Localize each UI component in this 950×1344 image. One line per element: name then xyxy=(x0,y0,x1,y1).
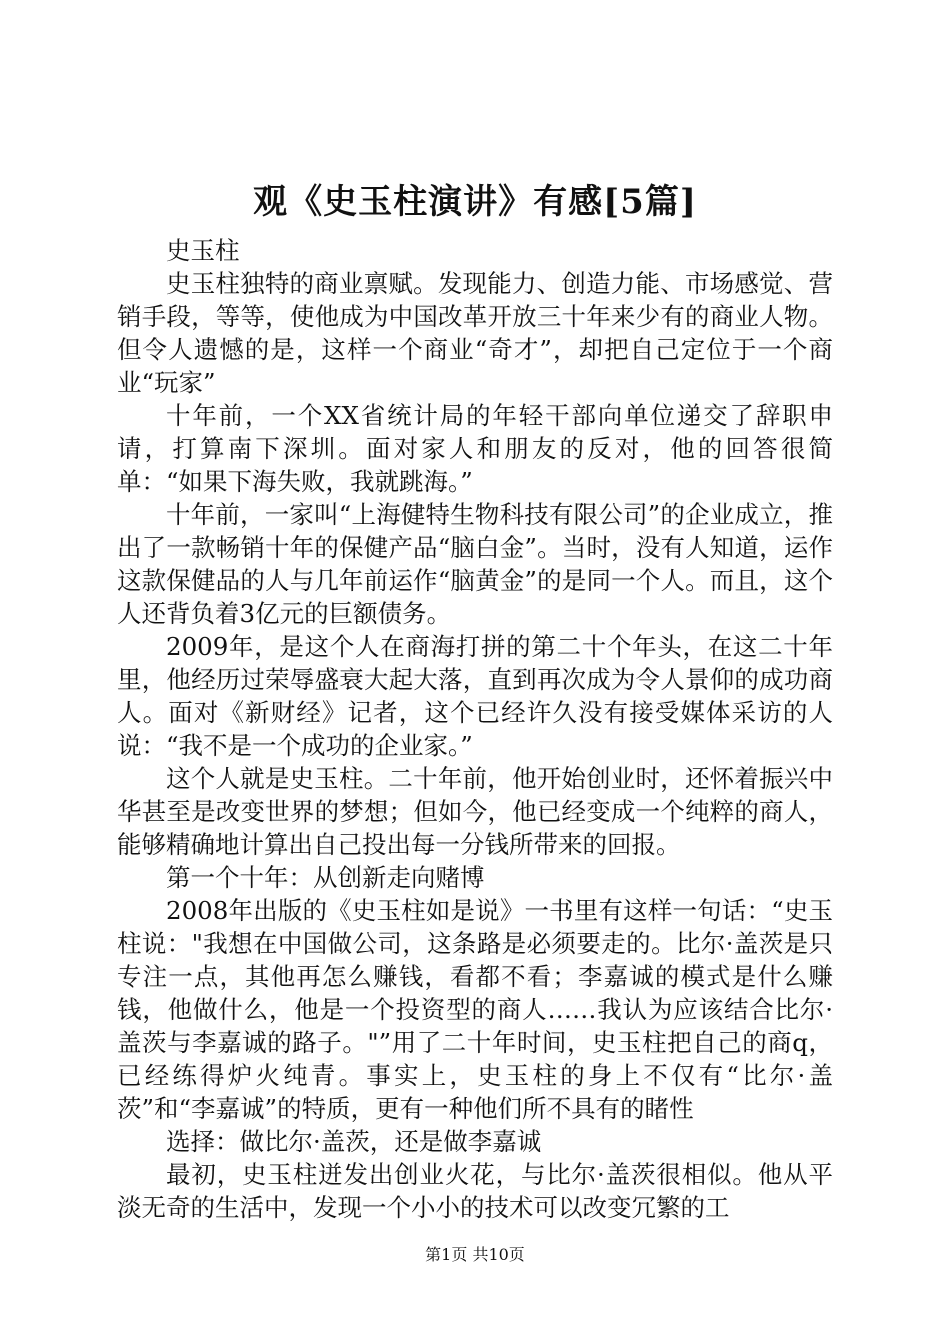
paragraph: 最初，史玉柱迸发出创业火花，与比尔·盖茨很相似。他从平淡无奇的生活中，发现一个小小的技术可以改变冗繁的工 xyxy=(117,1160,833,1222)
section-heading: 选择：做比尔·盖茨，还是做李嘉诚 xyxy=(166,1127,542,1156)
paragraph: 2009年，是这个人在商海打拼的第二十个年头，在这二十年里，他经历过荣辱盛衰大起大落，直到再次成为令人景仰的成功商人。面对《新财经》记者，这个已经许久没有接受媒体采访的人说：“我不是一个成功的企业家。” xyxy=(117,632,833,760)
document-title: 观《史玉柱演讲》有感[5篇] xyxy=(253,182,697,222)
document-body xyxy=(117,234,833,1224)
paragraph: 2008年出版的《史玉柱如是说》一书里有这样一句话：“史玉柱说："我想在中国做公司，这条路是必须要走的。比尔·盖茨是只专注一点，其他再怎么赚钱，看都不看；李嘉诚的模式是什么赚钱，他做什么，他是一个投资型的商人……我认为应该结合比尔·盖茨与李嘉诚的路子。"”用了二十年时间，史玉柱把自己的商q，已经练得炉火纯青。事实上，史玉柱的身上不仅有“比尔·盖茨”和“李嘉诚”的特质，更有一种他们所不具有的睹性 xyxy=(117,896,833,1123)
paragraph: 十年前，一家叫“上海健特生物科技有限公司”的企业成立，推出了一款畅销十年的保健产品“脑白金”。当时，没有人知道，运作这款保健品的人与几年前运作“脑黄金”的是同一个人。而且，这个人还背负着3亿元的巨额债务。 xyxy=(117,500,833,628)
paragraph: 这个人就是史玉柱。二十年前，他开始创业时，还怀着振兴中华甚至是改变世界的梦想；但如今，他已经变成一个纯粹的商人，能够精确地计算出自己投出每一分钱所带来的回报。 xyxy=(117,764,833,859)
section-heading: 第一个十年：从创新走向赌博 xyxy=(166,863,485,892)
page-number-footer: 第1页 共10页 xyxy=(425,1245,525,1264)
paragraph: 史玉柱 xyxy=(166,236,240,265)
paragraph: 史玉柱独特的商业禀赋。发现能力、创造力能、市场感觉、营销手段，等等，使他成为中国改革开放三十年来少有的商业人物。但令人遗憾的是，这样一个商业“奇才”，却把自己定位于一个商业“玩家” xyxy=(117,269,833,397)
paragraph: 十年前，一个XX省统计局的年轻干部向单位递交了辞职申请，打算南下深圳。面对家人和朋友的反对，他的回答很简单：“如果下海失败，我就跳海。” xyxy=(117,401,833,496)
